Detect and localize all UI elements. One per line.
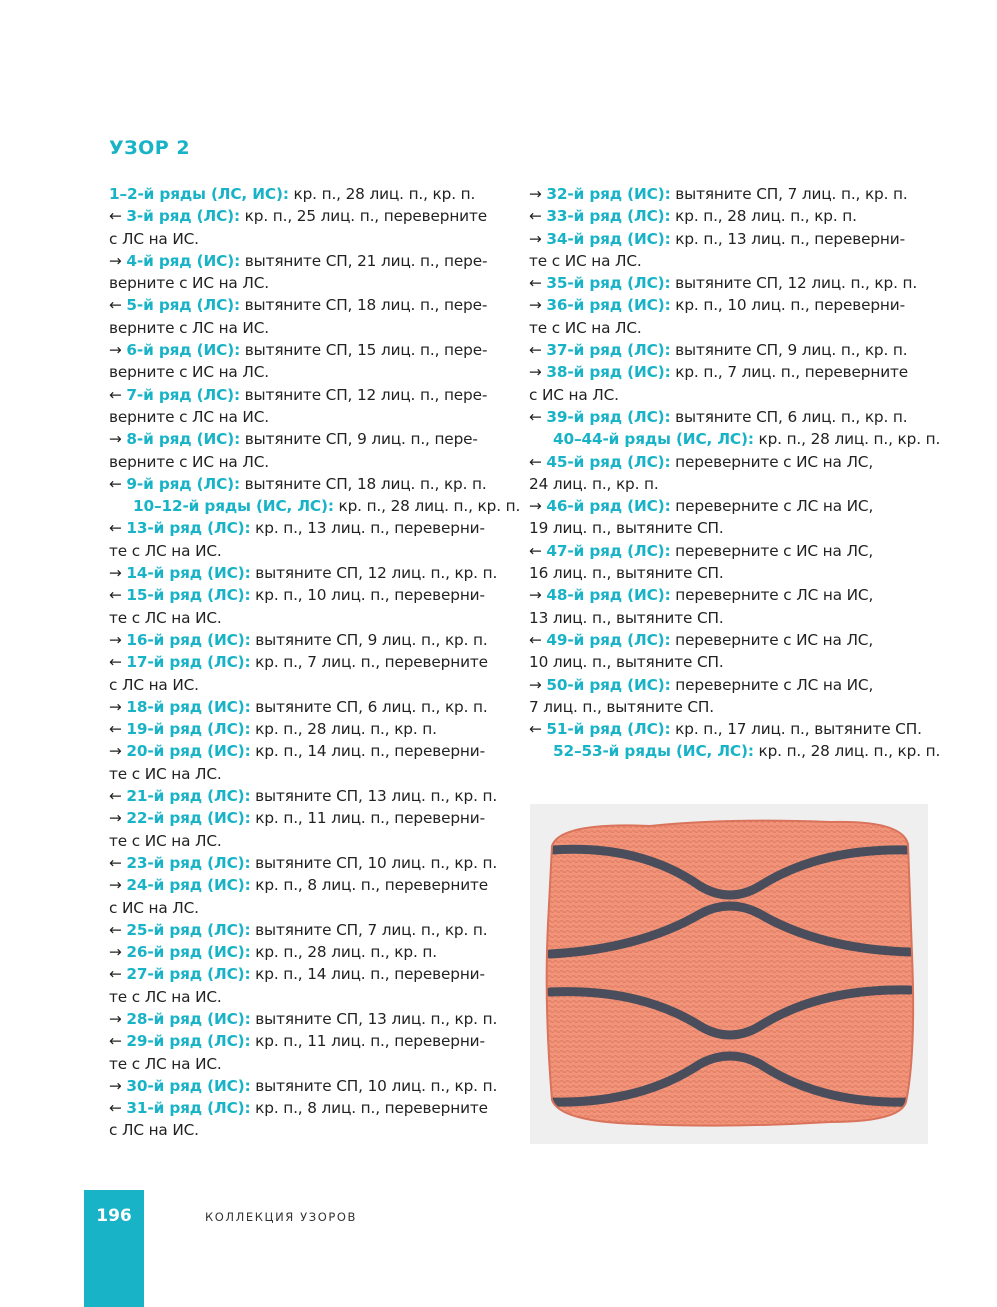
row-instruction-text: кр. п., 10 лиц. п., переверни- xyxy=(670,296,905,315)
instruction-line xyxy=(529,540,949,562)
row-label: 26-й ряд (ИС): xyxy=(126,943,251,962)
instruction-line xyxy=(529,294,949,316)
instruction-line xyxy=(529,406,949,428)
instruction-line xyxy=(109,428,529,450)
instruction-line xyxy=(109,1119,529,1141)
instruction-line xyxy=(109,517,529,539)
instruction-line xyxy=(529,629,949,651)
row-label: 39-й ряд (ЛС): xyxy=(546,407,671,426)
row-instruction-text: кр. п., 7 лиц. п., переверните xyxy=(250,653,488,672)
row-label: 7-й ряд (ЛС): xyxy=(126,385,240,404)
row-label: 5-й ряд (ЛС): xyxy=(126,296,240,315)
row-instruction-text: те с ИС на ЛС. xyxy=(109,831,222,850)
instruction-line xyxy=(529,228,949,250)
instruction-line xyxy=(109,651,529,673)
instruction-line xyxy=(109,294,529,316)
instruction-line xyxy=(529,272,949,294)
row-instruction-text: вытяните СП, 6 лиц. п., кр. п. xyxy=(250,697,488,716)
row-instruction-text: 24 лиц. п., кр. п. xyxy=(529,474,659,493)
row-label: 29-й ряд (ЛС): xyxy=(126,1032,251,1051)
row-instruction-text: кр. п., 8 лиц. п., переверните xyxy=(250,1099,488,1118)
direction-arrow: ← xyxy=(109,1032,127,1051)
instruction-line xyxy=(529,183,949,205)
direction-arrow: → xyxy=(109,742,127,761)
row-instruction-text: верните с ИС на ЛС. xyxy=(109,452,269,471)
direction-arrow: ← xyxy=(109,965,127,984)
row-instruction-text: переверните с ЛС на ИС, xyxy=(670,675,874,694)
instruction-line xyxy=(109,272,529,294)
instruction-line xyxy=(109,228,529,250)
row-label: 14-й ряд (ИС): xyxy=(126,564,251,583)
row-instruction-text: те с ИС на ЛС. xyxy=(529,251,642,270)
row-label: 46-й ряд (ИС): xyxy=(546,497,671,516)
direction-arrow: ← xyxy=(529,452,547,471)
row-instruction-text: 10 лиц. п., вытяните СП. xyxy=(529,653,724,672)
pattern-title: УЗОР 2 xyxy=(109,137,191,159)
direction-arrow: ← xyxy=(109,474,127,493)
instruction-line xyxy=(529,674,949,696)
instruction-line xyxy=(529,428,949,450)
row-instruction-text: с ЛС на ИС. xyxy=(109,1121,199,1140)
instruction-line xyxy=(109,1053,529,1075)
row-label: 45-й ряд (ЛС): xyxy=(546,452,671,471)
row-label: 4-й ряд (ИС): xyxy=(126,251,241,270)
instruction-line xyxy=(529,205,949,227)
row-instruction-text: кр. п., 28 лиц. п., кр. п. xyxy=(753,430,941,449)
row-instruction-text: верните с ИС на ЛС. xyxy=(109,363,269,382)
instruction-line xyxy=(109,1075,529,1097)
row-instruction-text: вытяните СП, 12 лиц. п., пере- xyxy=(239,385,488,404)
instruction-line xyxy=(109,607,529,629)
row-label: 27-й ряд (ЛС): xyxy=(126,965,251,984)
row-label: 9-й ряд (ЛС): xyxy=(126,474,240,493)
direction-arrow: → xyxy=(109,564,127,583)
instruction-line xyxy=(529,317,949,339)
instruction-line xyxy=(529,607,949,629)
row-instruction-text: кр. п., 28 лиц. п., кр. п. xyxy=(250,943,437,962)
instruction-line xyxy=(529,384,949,406)
direction-arrow: ← xyxy=(529,541,547,560)
row-instruction-text: кр. п., 7 лиц. п., переверните xyxy=(670,363,909,382)
row-label: 36-й ряд (ИС): xyxy=(546,296,671,315)
row-label: 17-й ряд (ЛС): xyxy=(126,653,251,672)
row-instruction-text: переверните с ЛС на ИС, xyxy=(670,497,874,516)
knitted-swatch-photo xyxy=(530,804,928,1144)
instruction-line xyxy=(109,339,529,361)
row-instruction-text: 7 лиц. п., вытяните СП. xyxy=(529,697,714,716)
section-footer: КОЛЛЕКЦИЯ УЗОРОВ xyxy=(205,1210,358,1224)
instruction-line xyxy=(529,250,949,272)
row-instruction-text: кр. п., 28 лиц. п., кр. п. xyxy=(753,742,941,761)
row-instruction-text: кр. п., 28 лиц. п., кр. п. xyxy=(250,720,437,739)
row-instruction-text: кр. п., 28 лиц. п., кр. п. xyxy=(670,207,857,226)
direction-arrow: ← xyxy=(109,385,127,404)
row-label: 10–12-й ряды (ИС, ЛС): xyxy=(133,497,334,516)
row-label: 50-й ряд (ИС): xyxy=(546,675,671,694)
instruction-line xyxy=(109,1008,529,1030)
instruction-line xyxy=(109,495,529,517)
instruction-line xyxy=(109,451,529,473)
row-instruction-text: вытяните СП, 10 лиц. п., кр. п. xyxy=(250,853,498,872)
instruction-line xyxy=(109,941,529,963)
direction-arrow: → xyxy=(529,675,547,694)
direction-arrow: → xyxy=(109,876,127,895)
direction-arrow: → xyxy=(529,497,547,516)
row-instruction-text: те с ЛС на ИС. xyxy=(109,1054,222,1073)
row-label: 18-й ряд (ИС): xyxy=(126,697,251,716)
direction-arrow: ← xyxy=(109,519,127,538)
row-instruction-text: кр. п., 17 лиц. п., вытяните СП. xyxy=(670,720,922,739)
instruction-line xyxy=(109,183,529,205)
row-instruction-text: кр. п., 14 лиц. п., переверни- xyxy=(250,742,485,761)
row-instruction-text: вытяните СП, 12 лиц. п., кр. п. xyxy=(250,564,498,583)
instruction-line xyxy=(109,361,529,383)
direction-arrow: ← xyxy=(529,274,547,293)
row-label: 20-й ряд (ИС): xyxy=(126,742,251,761)
instruction-line xyxy=(529,740,949,762)
direction-arrow: ← xyxy=(109,1099,127,1118)
direction-arrow: ← xyxy=(529,630,547,649)
direction-arrow: ← xyxy=(109,787,127,806)
direction-arrow: → xyxy=(529,185,547,203)
row-instruction-text: переверните с ЛС на ИС, xyxy=(670,586,874,605)
instruction-line xyxy=(529,718,949,740)
instruction-line xyxy=(529,339,949,361)
direction-arrow: ← xyxy=(109,296,127,315)
row-label: 25-й ряд (ЛС): xyxy=(126,920,251,939)
instruction-line xyxy=(529,517,949,539)
row-instruction-text: те с ЛС на ИС. xyxy=(109,608,222,627)
direction-arrow: ← xyxy=(109,207,127,226)
instruction-line xyxy=(529,451,949,473)
direction-arrow: → xyxy=(109,697,127,716)
row-label: 52–53-й ряды (ИС, ЛС): xyxy=(553,742,754,761)
row-instruction-text: вытяните СП, 9 лиц. п., кр. п. xyxy=(250,630,488,649)
direction-arrow: → xyxy=(529,586,547,605)
knitted-swatch-illustration xyxy=(530,804,928,1144)
direction-arrow: ← xyxy=(109,586,127,605)
row-instruction-text: вытяните СП, 18 лиц. п., кр. п. xyxy=(239,474,487,493)
row-label: 13-й ряд (ЛС): xyxy=(126,519,251,538)
row-instruction-text: вытяните СП, 13 лиц. п., кр. п. xyxy=(250,787,498,806)
row-instruction-text: те с ЛС на ИС. xyxy=(109,541,222,560)
row-label: 8-й ряд (ИС): xyxy=(126,430,241,449)
instruction-line xyxy=(109,205,529,227)
instruction-line xyxy=(109,986,529,1008)
row-instruction-text: те с ИС на ЛС. xyxy=(529,318,642,337)
direction-arrow: ← xyxy=(109,720,127,739)
row-label: 33-й ряд (ЛС): xyxy=(546,207,671,226)
row-label: 24-й ряд (ИС): xyxy=(126,876,251,895)
row-instruction-text: те с ИС на ЛС. xyxy=(109,764,222,783)
row-label: 40–44-й ряды (ИС, ЛС): xyxy=(553,430,754,449)
row-instruction-text: вытяните СП, 18 лиц. п., пере- xyxy=(239,296,488,315)
direction-arrow: ← xyxy=(529,207,547,226)
instruction-line xyxy=(109,785,529,807)
instruction-line xyxy=(529,696,949,718)
instruction-line xyxy=(529,473,949,495)
row-instruction-text: с ИС на ЛС. xyxy=(529,385,619,404)
instruction-line xyxy=(529,584,949,606)
direction-arrow: ← xyxy=(529,407,547,426)
direction-arrow: → xyxy=(529,363,547,382)
row-instruction-text: вытяните СП, 12 лиц. п., кр. п. xyxy=(670,274,918,293)
instruction-line xyxy=(109,740,529,762)
direction-arrow: ← xyxy=(109,653,127,672)
row-label: 34-й ряд (ИС): xyxy=(546,229,671,248)
row-label: 32-й ряд (ИС): xyxy=(546,185,671,203)
instruction-line xyxy=(109,674,529,696)
instruction-line xyxy=(109,852,529,874)
row-label: 49-й ряд (ЛС): xyxy=(546,630,671,649)
instruction-line xyxy=(109,317,529,339)
instruction-line xyxy=(109,919,529,941)
row-label: 22-й ряд (ИС): xyxy=(126,809,251,828)
instruction-line xyxy=(109,874,529,896)
row-instruction-text: с ИС на ЛС. xyxy=(109,898,199,917)
row-instruction-text: кр. п., 13 лиц. п., переверни- xyxy=(670,229,905,248)
direction-arrow: → xyxy=(109,251,127,270)
row-instruction-text: кр. п., 11 лиц. п., переверни- xyxy=(250,809,485,828)
row-instruction-text: вытяните СП, 9 лиц. п., пере- xyxy=(240,430,478,449)
row-instruction-text: верните с ЛС на ИС. xyxy=(109,318,269,337)
direction-arrow: → xyxy=(109,1076,127,1095)
instruction-line xyxy=(109,540,529,562)
direction-arrow: → xyxy=(109,1009,127,1028)
row-instruction-text: верните с ЛС на ИС. xyxy=(109,407,269,426)
row-instruction-text: кр. п., 14 лиц. п., переверни- xyxy=(250,965,485,984)
page-number: 196 xyxy=(96,1206,132,1226)
instruction-line xyxy=(109,1097,529,1119)
row-label: 23-й ряд (ЛС): xyxy=(126,853,251,872)
row-instruction-text: переверните с ИС на ЛС, xyxy=(670,630,874,649)
instruction-line xyxy=(109,473,529,495)
row-instruction-text: с ЛС на ИС. xyxy=(109,675,199,694)
row-instruction-text: кр. п., 8 лиц. п., переверните xyxy=(250,876,489,895)
row-label: 21-й ряд (ЛС): xyxy=(126,787,251,806)
instruction-line xyxy=(109,384,529,406)
direction-arrow: → xyxy=(109,809,127,828)
instruction-line xyxy=(109,1030,529,1052)
row-label: 48-й ряд (ИС): xyxy=(546,586,671,605)
row-label: 31-й ряд (ЛС): xyxy=(126,1099,251,1118)
direction-arrow: ← xyxy=(529,341,547,360)
direction-arrow: ← xyxy=(529,720,547,739)
row-instruction-text: кр. п., 25 лиц. п., переверните xyxy=(239,207,487,226)
row-instruction-text: переверните с ИС на ЛС, xyxy=(670,541,874,560)
instruction-line xyxy=(109,963,529,985)
row-instruction-text: те с ЛС на ИС. xyxy=(109,987,222,1006)
instruction-line xyxy=(109,830,529,852)
instruction-line xyxy=(109,584,529,606)
direction-arrow: → xyxy=(109,341,127,360)
instruction-line xyxy=(529,495,949,517)
direction-arrow: → xyxy=(109,943,127,962)
row-instruction-text: кр. п., 11 лиц. п., переверни- xyxy=(250,1032,485,1051)
row-instruction-text: переверните с ИС на ЛС, xyxy=(670,452,874,471)
row-label: 38-й ряд (ИС): xyxy=(546,363,671,382)
row-label: 16-й ряд (ИС): xyxy=(126,630,251,649)
row-label: 30-й ряд (ИС): xyxy=(126,1076,251,1095)
row-instruction-text: кр. п., 13 лиц. п., переверни- xyxy=(250,519,485,538)
row-label: 47-й ряд (ЛС): xyxy=(546,541,671,560)
row-label: 15-й ряд (ЛС): xyxy=(126,586,251,605)
instruction-line xyxy=(529,361,949,383)
row-label: 1–2-й ряды (ЛС, ИС): xyxy=(109,185,289,203)
row-instruction-text: вытяните СП, 21 лиц. п., пере- xyxy=(240,251,488,270)
row-label: 3-й ряд (ЛС): xyxy=(126,207,240,226)
row-instruction-text: кр. п., 28 лиц. п., кр. п. xyxy=(333,497,521,516)
instruction-line xyxy=(109,897,529,919)
row-instruction-text: кр. п., 10 лиц. п., переверни- xyxy=(250,586,485,605)
row-instruction-text: 16 лиц. п., вытяните СП. xyxy=(529,564,724,583)
instruction-line xyxy=(529,651,949,673)
instruction-line xyxy=(109,696,529,718)
row-label: 35-й ряд (ЛС): xyxy=(546,274,671,293)
row-instruction-text: вытяните СП, 13 лиц. п., кр. п. xyxy=(250,1009,498,1028)
row-label: 6-й ряд (ИС): xyxy=(126,341,241,360)
instructions-right-column xyxy=(529,183,949,763)
instruction-line xyxy=(109,763,529,785)
direction-arrow: → xyxy=(109,430,127,449)
direction-arrow: ← xyxy=(109,853,127,872)
row-label: 37-й ряд (ЛС): xyxy=(546,341,671,360)
row-label: 51-й ряд (ЛС): xyxy=(546,720,671,739)
direction-arrow: → xyxy=(529,229,547,248)
row-instruction-text: вытяните СП, 6 лиц. п., кр. п. xyxy=(670,407,908,426)
instruction-line xyxy=(109,629,529,651)
instruction-line xyxy=(109,562,529,584)
row-instruction-text: с ЛС на ИС. xyxy=(109,229,199,248)
direction-arrow: → xyxy=(109,630,127,649)
row-instruction-text: верните с ИС на ЛС. xyxy=(109,274,269,293)
direction-arrow: ← xyxy=(109,920,127,939)
instruction-line xyxy=(109,250,529,272)
instruction-line xyxy=(109,807,529,829)
row-instruction-text: вытяните СП, 10 лиц. п., кр. п. xyxy=(250,1076,498,1095)
row-instruction-text: вытяните СП, 15 лиц. п., пере- xyxy=(240,341,488,360)
row-instruction-text: 13 лиц. п., вытяните СП. xyxy=(529,608,724,627)
direction-arrow: → xyxy=(529,296,547,315)
row-label: 28-й ряд (ИС): xyxy=(126,1009,251,1028)
row-instruction-text: вытяните СП, 7 лиц. п., кр. п. xyxy=(250,920,488,939)
row-instruction-text: кр. п., 28 лиц. п., кр. п. xyxy=(288,185,476,203)
row-label: 19-й ряд (ЛС): xyxy=(126,720,251,739)
row-instruction-text: 19 лиц. п., вытяните СП. xyxy=(529,519,724,538)
instruction-line xyxy=(109,406,529,428)
instructions-left-column xyxy=(109,183,529,1142)
row-instruction-text: вытяните СП, 7 лиц. п., кр. п. xyxy=(670,185,908,203)
row-instruction-text: вытяните СП, 9 лиц. п., кр. п. xyxy=(670,341,908,360)
instruction-line xyxy=(109,718,529,740)
instruction-line xyxy=(529,562,949,584)
page-number-tab xyxy=(84,1190,144,1307)
